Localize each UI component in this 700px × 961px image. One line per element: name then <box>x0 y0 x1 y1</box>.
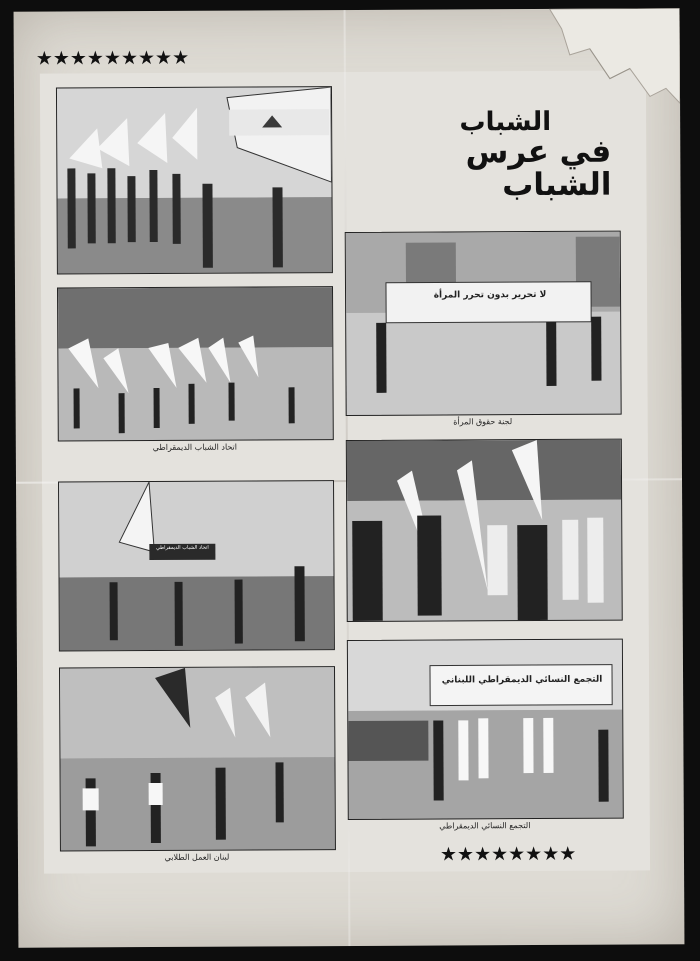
paper-tear-decoration <box>490 8 681 119</box>
photo-student-march <box>59 666 336 851</box>
banner-text-right-1: لا تحرير بدون تحرر المرأة <box>433 289 547 301</box>
photo-women-assembly-march <box>347 639 624 820</box>
caption-student-labour: لبنان العمل الطلابي <box>164 852 230 862</box>
stars-row-bottom: ★★★★★★★★ <box>439 842 577 866</box>
caption-women-assembly: التجمع النسائي الديمقراطي <box>439 821 531 831</box>
headline-line-1: الشباب <box>459 106 552 138</box>
banner-text-right-3: التجمع النسائي الديمقراطي اللبناني <box>441 674 603 686</box>
photo-women-flag-march <box>346 439 623 622</box>
caption-youth-union: اتحاد الشباب الديمقراطي <box>152 442 238 453</box>
headline-line-2: في عرس الشباب <box>465 133 612 204</box>
photo-youth-union-march <box>57 286 334 441</box>
photo-flag-march-soldiers <box>56 86 333 274</box>
banner-text-left-3: اتحاد الشباب الديمقراطي <box>155 544 209 552</box>
stars-row-top: ★★★★★★★★★ <box>35 46 190 70</box>
caption-women-rights: لجنة حقوق المرأة <box>453 417 513 427</box>
photo-banner-march <box>58 480 335 651</box>
photo-women-rights-march <box>345 231 622 416</box>
newspaper-page <box>14 8 685 947</box>
headline <box>349 106 612 204</box>
